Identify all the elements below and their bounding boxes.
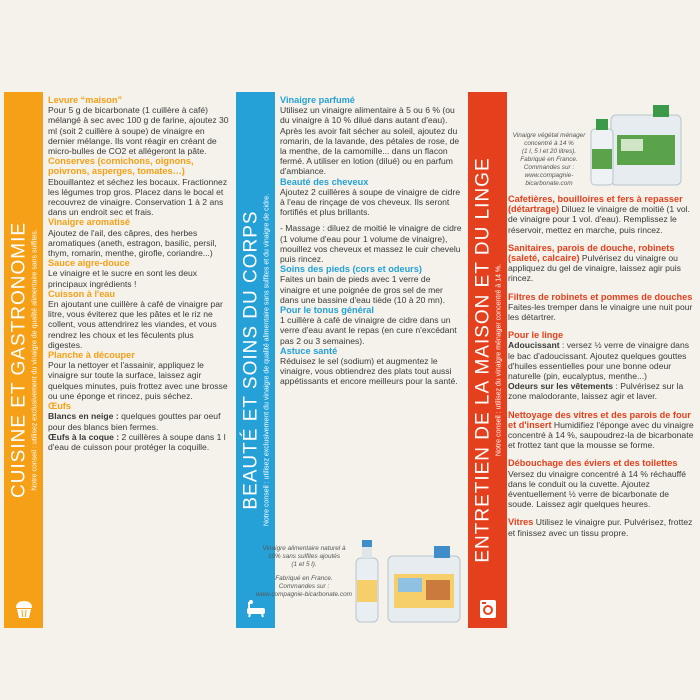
section-heading: Pour le linge (508, 330, 564, 341)
section-heading: Planche à découper (48, 350, 135, 361)
oeufs-blancs: Blancs en neige : quelques gouttes par oeuf pour des blancs bien fermes. (48, 411, 221, 432)
section-text: Le vinaigre et le sucre en sont les deux principaux ingrédients ! (48, 268, 198, 289)
section-text: 1 cuillère à café de vinaigre de cidre dans un verre d'eau avant le repas (en cure n'excédant pas 2 ou 3 semaines). (280, 315, 457, 346)
caption-line: Commandes sur : (278, 583, 330, 590)
section-block (508, 194, 694, 235)
section-block (508, 458, 694, 509)
section-text: Utilisez le vinaigre pur. Pulvérisez, frottez et finissez avec un tissu propre. (508, 517, 693, 538)
section-text: Faites-les tremper dans le vinaigre une nuit pour les détartrer. (508, 301, 693, 323)
cupcake-icon (13, 598, 35, 620)
section-heading: Cafetières, bouilloires et fers à repasser (détartrage) (508, 194, 683, 215)
caption-line: www.compagnie-bicarbonate.com (256, 591, 352, 598)
vinegar-bottles-image (350, 534, 465, 626)
cuisine-band (4, 92, 43, 628)
section-heading: Débouchage des éviers et des toilettes (508, 458, 678, 469)
section-text: Faites un bain de pieds avec 1 verre de vinaigre et une poignée de gros sel de mer dans une bassine d'eau tiède (10 à 20 mn). (280, 274, 446, 305)
caption-line: (1 et 5 l). (291, 561, 317, 568)
cuisine-title: CUISINE ET GASTRONOMIE (8, 221, 29, 499)
section-heading: Vinaigre parfumé (280, 95, 355, 105)
cuisine-subtitle: Notre conseil : utilisez exclusivement du vinaigre de qualité alimentaire sans sulfites. (31, 229, 38, 491)
section-text: Utilisez un vinaigre alimentaire à 5 ou 6 % (ou du vinaigre à 10 % dilué dans autant d'eau). Après les avoir fait sécher au soleil, ajoutez du romarin, de la lavande, des pétales de rose, de la menthe, de la camomille... dans un flacon fermé. A utiliser en lotion (dilué) ou en parfum d'ambiance. (280, 105, 460, 177)
section-heading: Conserves (cornichons, oignons, poivrons, asperges, tomates…) (48, 156, 194, 177)
cuisine-column (48, 95, 230, 452)
section-text: Diluez le vinaigre de moitié (1 vol. de vinaigre pour 1 vol. d'eau). Remplissez le réservoir, mettez en marche, puis rincez. (508, 204, 690, 235)
beaute-caption (254, 545, 354, 599)
linge-adoucissant: Adoucissant : versez ½ verre de vinaigre dans le bac d'adoucissant. Ajoutez quelques gouttes d'huiles essentielles pour une bonne odeur naturelle (pin, eucalyptus, menthe...) (508, 340, 690, 382)
section-heading: Beauté des cheveux (280, 176, 369, 187)
section-block (508, 410, 694, 451)
section-block (508, 330, 694, 340)
caption-line: Fabriqué en France. (275, 575, 333, 582)
beaute-title: BEAUTÉ ET SOINS DU CORPS (240, 210, 261, 510)
section-block (508, 292, 694, 323)
section-block (508, 243, 694, 284)
household-vinegar-image (583, 95, 693, 187)
section-heading: Sanitaires, parois de douche, robinets (saleté, calcaire) (508, 242, 675, 264)
section-text: Pulvérisez du vinaigre ou appliquez du gel de vinaigre, laissez agir puis rincez. (508, 253, 681, 284)
section-heading: Filtres de robinets et pommes de douches (508, 291, 693, 302)
section-heading: Levure “maison” (48, 95, 123, 105)
section-text: Pour la nettoyer et l'assainir, appliquez le vinaigre sur toute la surface, laissez agir quelques minutes, puis frottez avec une brosse ou une éponge et rincez, puis séchez. (48, 360, 228, 401)
section-heading: Cuisson à l'eau (48, 288, 116, 299)
caption-line: Commandes sur : (523, 164, 575, 171)
maison-subtitle: Notre conseil : utilisez du vinaigre ménager concentré à 14 %. (495, 263, 502, 457)
washing-machine-icon (477, 598, 499, 620)
caption-line: concentré à 14 % (524, 140, 574, 147)
caption-line: Vinaigre alimentaire naturel à (262, 545, 346, 552)
caption-line: Fabriqué en France. (520, 156, 578, 163)
section-heading: Astuce santé (280, 345, 338, 356)
section-heading: Pour le tonus général (280, 305, 374, 316)
section-text: Humidifiez l'éponge avec du vinaigre concentré à 14 %, saupoudrez-la de bicarbonate et frottez tant que la mousse se forme. (508, 419, 694, 451)
caption-line: www.compagnie-bicarbonate.com (524, 172, 574, 187)
section-block (508, 517, 694, 537)
beaute-subtitle: Notre conseil : utilisez exclusivement du vinaigre de qualité alimentaire sans sulfites et du vinaigre de cidre. (263, 193, 270, 527)
caption-line: Vinaigre végétal ménager (512, 132, 586, 139)
section-text: Ajoutez de l'ail, des câpres, des herbes aromatiques (aneth, estragon, basilic, persil, thym, romarin, menthe, girofle, coriandre...) (48, 227, 217, 259)
maison-caption (507, 132, 591, 188)
maison-column (508, 194, 694, 538)
section-text: Ebouillantez et séchez les bocaux. Fractionnez les légumes trop gros. Placez dans le bocal et recouvrez de vinaigre. Conservation 1 à 2 ans dans un endroit sec et frais. (48, 176, 228, 218)
section-text: Ajoutez 2 cuillères à soupe de vinaigre de cidre à l'eau de rinçage de vos cheveux. Ils seront fortifiés et plus brillants. (280, 186, 461, 218)
section-text: Versez du vinaigre concentré à 14 % réchauffé dans le conduit ou la cuvette. Ajoutez éventuellement ½ verre de bicarbonate de soude. Laissez agir quelques heures. (508, 468, 687, 510)
section-heading: Vitres (508, 517, 534, 528)
caption-line: (1 l, 5 l et 20 litres). (521, 148, 577, 155)
section-text: Pour 5 g de bicarbonate (1 cuillère à café) mélangé à sec avec 100 g de farine, ajoutez 30 ml (soit 2 cuillère à soupe) de vinaigre en dernier mélange. Ils vont réagir en créant de micro-bulles de CO2 et allégeront la pâte. (48, 105, 229, 157)
caption-line: 10% sans sulfites ajoutés (267, 553, 341, 560)
section-heading: Vinaigre aromatisé (48, 217, 131, 228)
section-heading: Sauce aigre-douce (48, 258, 130, 269)
beaute-column (280, 95, 462, 387)
section-heading: Nettoyage des vitres et des parois de four et d'insert (508, 409, 691, 430)
section-text: Réduisez le sel (sodium) et augmentez le vinaigre, vous obtiendrez des plats tout aussi appétissants et encore meilleurs pour la santé. (280, 356, 458, 387)
bathtub-icon (245, 598, 267, 620)
maison-band (468, 92, 507, 628)
section-heading: Soins des pieds (cors et odeurs) (280, 264, 422, 275)
section-text: - Massage : diluez de moitié le vinaigre de cidre (1 volume d'eau pour 1 volume de vinaigre), mouillez vos cheveux et massez le cuir chevelu puis rincez. (280, 223, 462, 265)
linge-odeurs: Odeurs sur les vêtements : Pulvérisez sur la zone malodorante, laissez agir et laver. (508, 381, 684, 402)
section-text: En ajoutant une cuillère à café de vinaigre par litre, vous éviterez que les pâtes et le riz ne collent, vous attendrirez les viandes, et vous rendrez les choux et les féculents plus digestes. (48, 299, 223, 350)
oeufs-heading: Œufs (48, 401, 71, 412)
maison-title: ENTRETIEN DE LA MAISON ET DU LINGE (472, 157, 493, 563)
oeufs-coque: Œufs à la coque : 2 cuillères à soupe dans 1 l d'eau de cuisson pour protéger la coquille. (48, 431, 226, 452)
